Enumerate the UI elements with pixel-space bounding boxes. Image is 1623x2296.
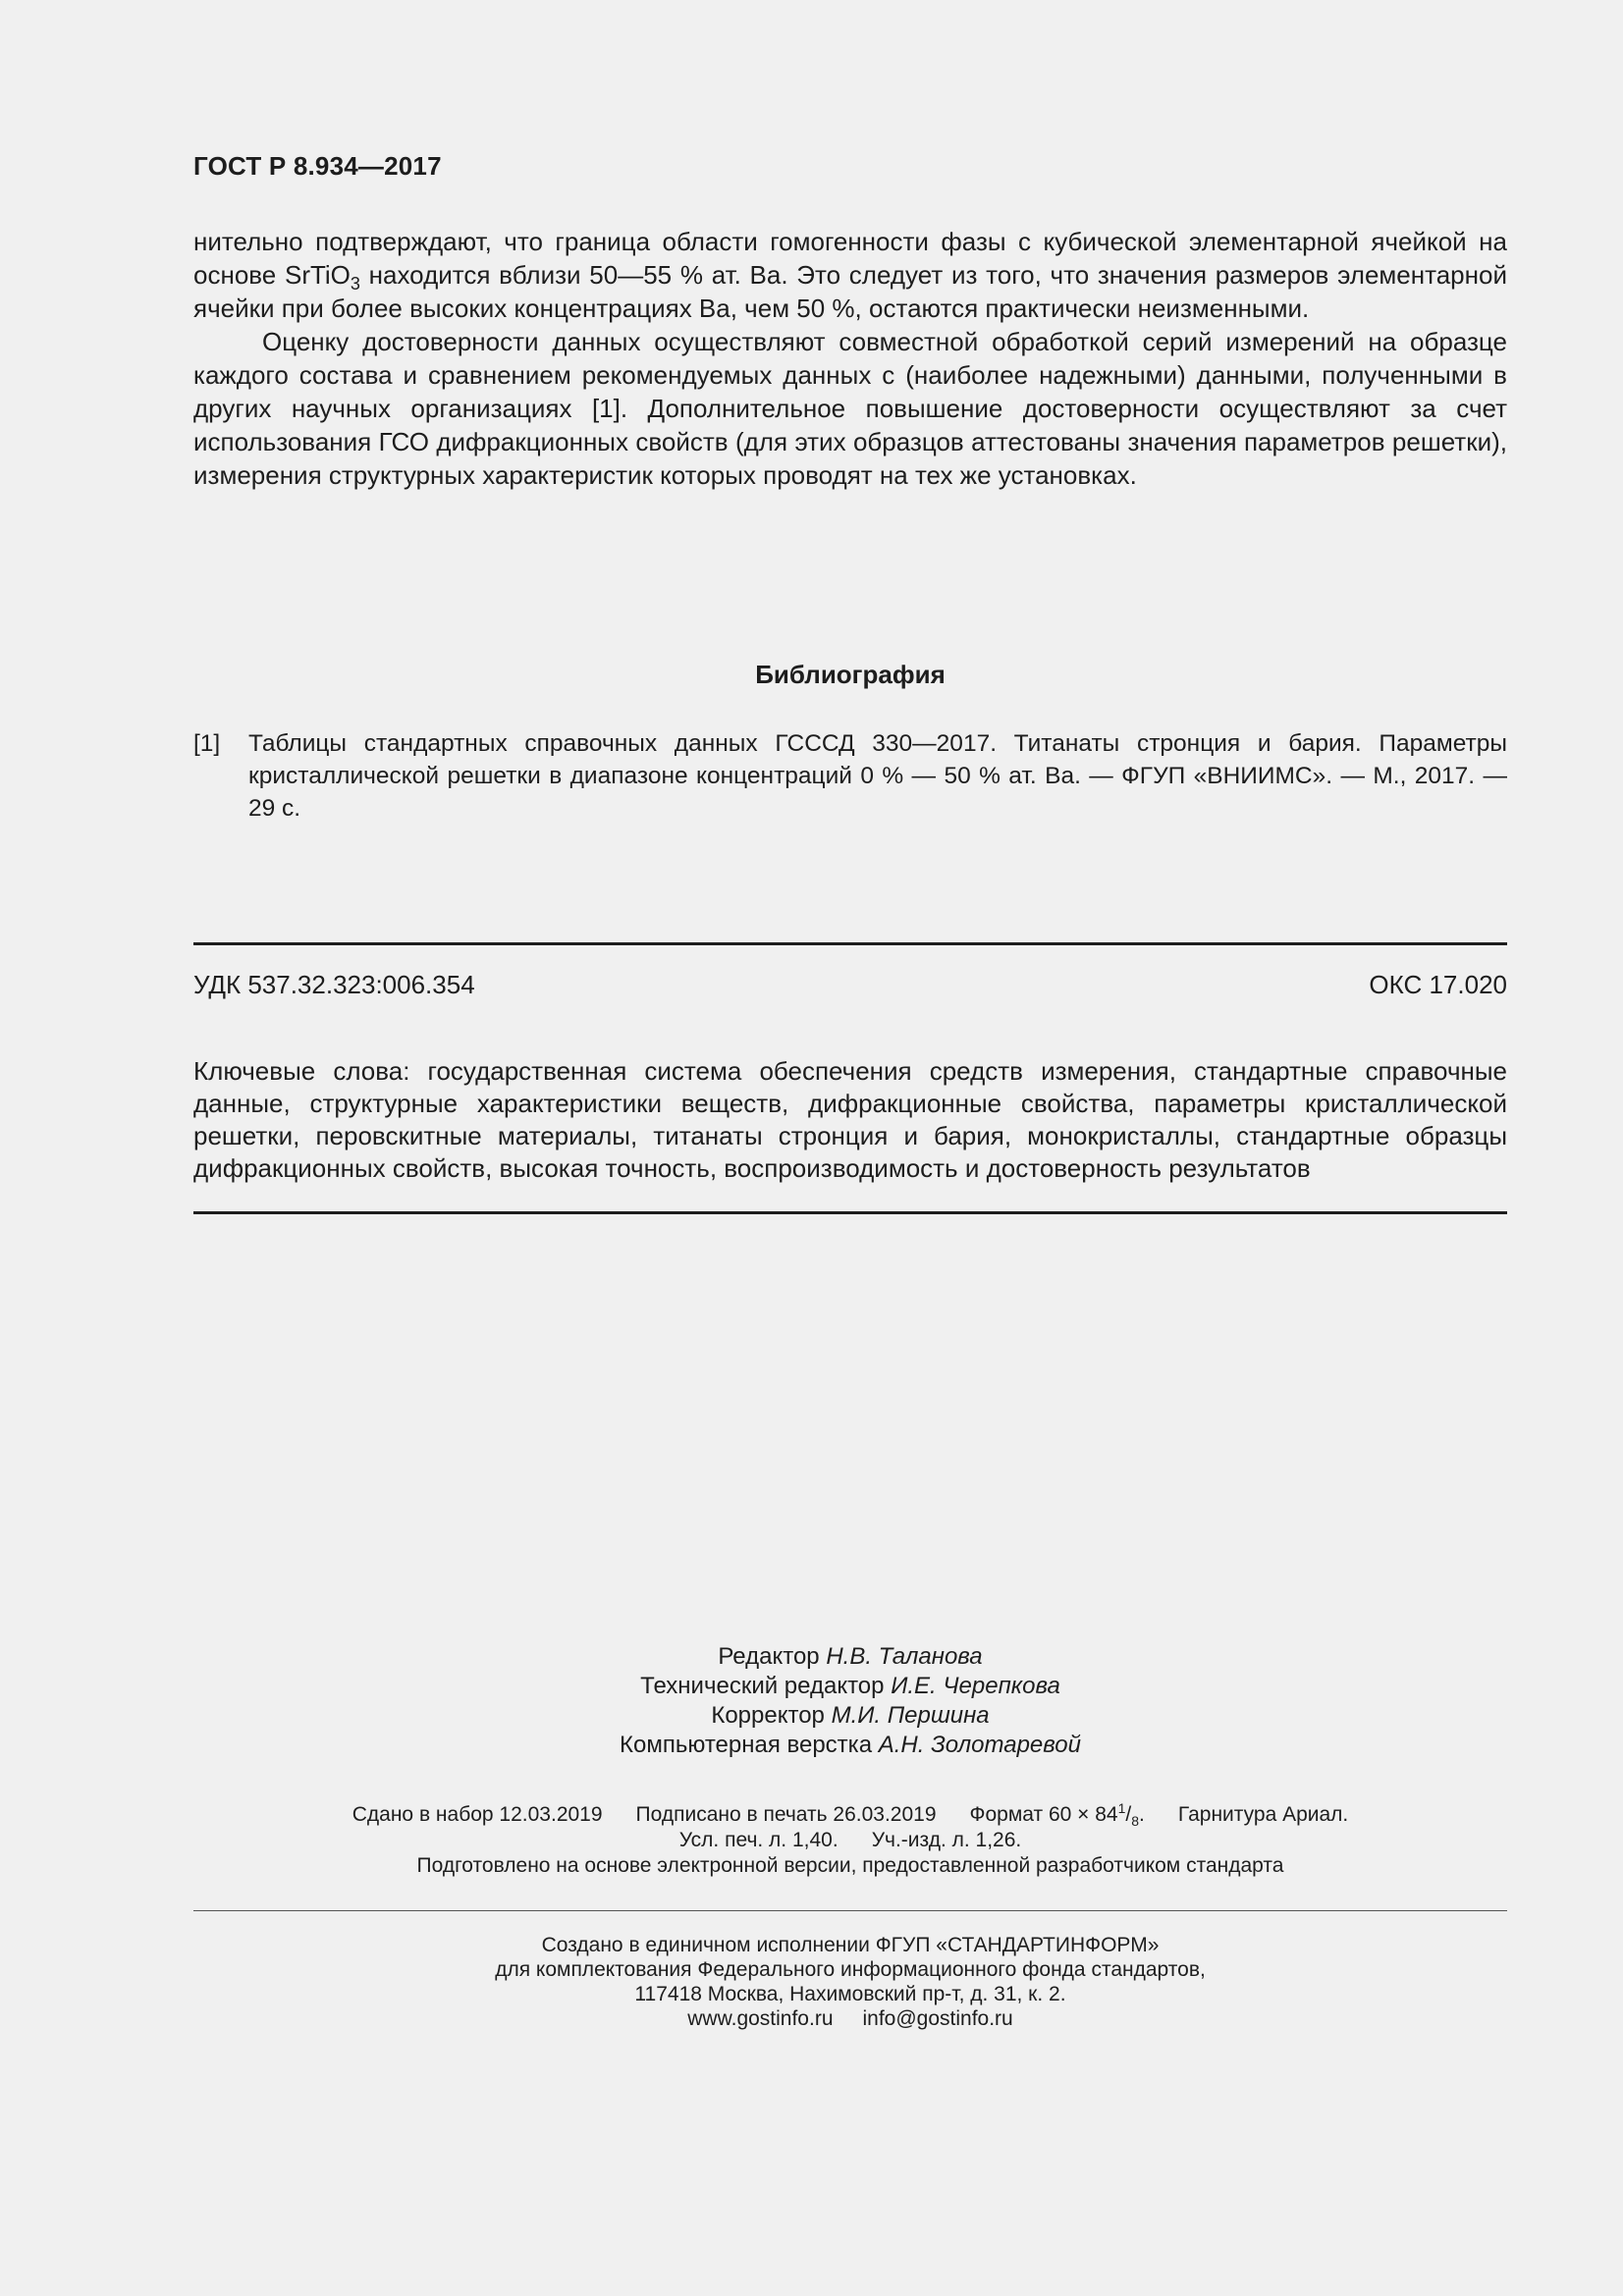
page-header-standard-id: ГОСТ Р 8.934—2017 — [193, 151, 442, 181]
prepared-note: Подготовлено на основе электронной версии, предоставленной разработчиком стандарта — [416, 1854, 1284, 1877]
classification-row — [193, 970, 1507, 1000]
bibliography-item-text: Таблицы стандартных справочных данных ГСССД 330—2017. Титанаты стронция и бария. Параметры кристаллической решетки в диапазоне концентраций 0 % — 50 % ат. Ba. — ФГУП «ВНИИМС». — М., 2017. — 29 с. — [248, 730, 1507, 822]
credit-name: Н.В. Таланова — [826, 1643, 983, 1670]
credits-block — [193, 1642, 1507, 1760]
publisher-line-1: Создано в единичном исполнении ФГУП «СТАНДАРТИНФОРМ» — [541, 1934, 1160, 1956]
divider-bottom — [193, 1211, 1507, 1214]
body-paragraph-1-part1: нительно подтверждают, что граница области гомогенности фазы с кубической элементарной ячейкой на основе SrTiO — [193, 227, 1507, 290]
website-link[interactable]: www.gostinfo.ru — [687, 2007, 834, 2030]
credit-role: Редактор — [718, 1643, 820, 1670]
body-text — [193, 225, 1507, 492]
body-paragraph-1-part2: находится вблизи 50—55 % ат. Ba. Это следует из того, что значения размеров элементарной ячейки при более высоких концентрациях Ba, чем 50 %, остаются практически неизменными. — [193, 260, 1507, 323]
udk-code: УДК 537.32.323:006.354 — [193, 970, 475, 999]
print-info-line-2 — [193, 1828, 1507, 1853]
divider-top — [193, 942, 1507, 945]
bibliography-heading: Библиография — [755, 660, 946, 689]
body-paragraph-2: Оценку достоверности данных осуществляют совместной обработкой серий измерений на образце каждого состава и сравнением рекомендуемых данных с (наиболее надежными) данными, полученными в других научных организациях [1]. Дополнительное повышение достоверности осуществляют за счет использования ГСО дифракционных свойств (для этих образцов аттестованы значения параметров решетки), измерения структурных характеристик которых проводят на тех же установках. — [193, 327, 1507, 490]
print-sheets: Усл. печ. л. 1,40. — [678, 1829, 839, 1851]
keywords-text: Ключевые слова: государственная система обеспечения средств измерения, стандартные справочные данные, структурные характеристики веществ, дифракционные свойства, параметры кристаллической решетки, перовскитные материалы, титанаты стронция и бария, монокристаллы, стандартные образцы дифракционных свойств, высокая точность, воспроизводимость и достоверность результатов — [193, 1056, 1507, 1183]
submitted-date: Сдано в набор 12.03.2019 — [352, 1803, 603, 1826]
credit-line-layout — [193, 1731, 1507, 1760]
credit-line-tech-editor — [193, 1672, 1507, 1701]
credit-role: Компьютерная верстка — [620, 1732, 873, 1758]
publisher-line-2: для комплектования Федерального информационного фонда стандартов, — [495, 1958, 1206, 1981]
publisher-line-3: 117418 Москва, Нахимовский пр-т, д. 31, к. 2. — [634, 1983, 1066, 2005]
subscript-3: 3 — [350, 274, 360, 294]
credit-name: А.Н. Золотаревой — [878, 1732, 1081, 1758]
publisher-block — [193, 1933, 1507, 2031]
credit-name: И.Е. Черепкова — [891, 1673, 1060, 1699]
typeface-info: Гарнитура Ариал. — [1177, 1803, 1349, 1826]
credit-name: М.И. Першина — [831, 1702, 990, 1729]
bibliography-list — [193, 727, 1507, 825]
credit-line-proofreader — [193, 1701, 1507, 1731]
body-paragraph-1 — [193, 225, 1507, 325]
bibliography-item — [193, 727, 1507, 825]
credit-role: Корректор — [711, 1702, 825, 1729]
email-link[interactable]: info@gostinfo.ru — [862, 2007, 1013, 2030]
credit-line-editor — [193, 1642, 1507, 1672]
format-info: Формат $60 \times 84^1/_8$. — [969, 1800, 1145, 1829]
credit-role: Технический редактор — [640, 1673, 885, 1699]
print-info-block — [193, 1802, 1507, 1879]
bibliography-item-number: [1] — [193, 730, 221, 757]
print-info-line-1 — [193, 1802, 1507, 1828]
pub-sheets: Уч.-изд. л. 1,26. — [871, 1829, 1022, 1851]
oks-code: ОКС 17.020 — [1369, 970, 1507, 999]
signed-date: Подписано в печать 26.03.2019 — [635, 1803, 937, 1826]
publisher-contacts — [193, 2006, 1507, 2031]
divider-thin — [193, 1910, 1507, 1911]
